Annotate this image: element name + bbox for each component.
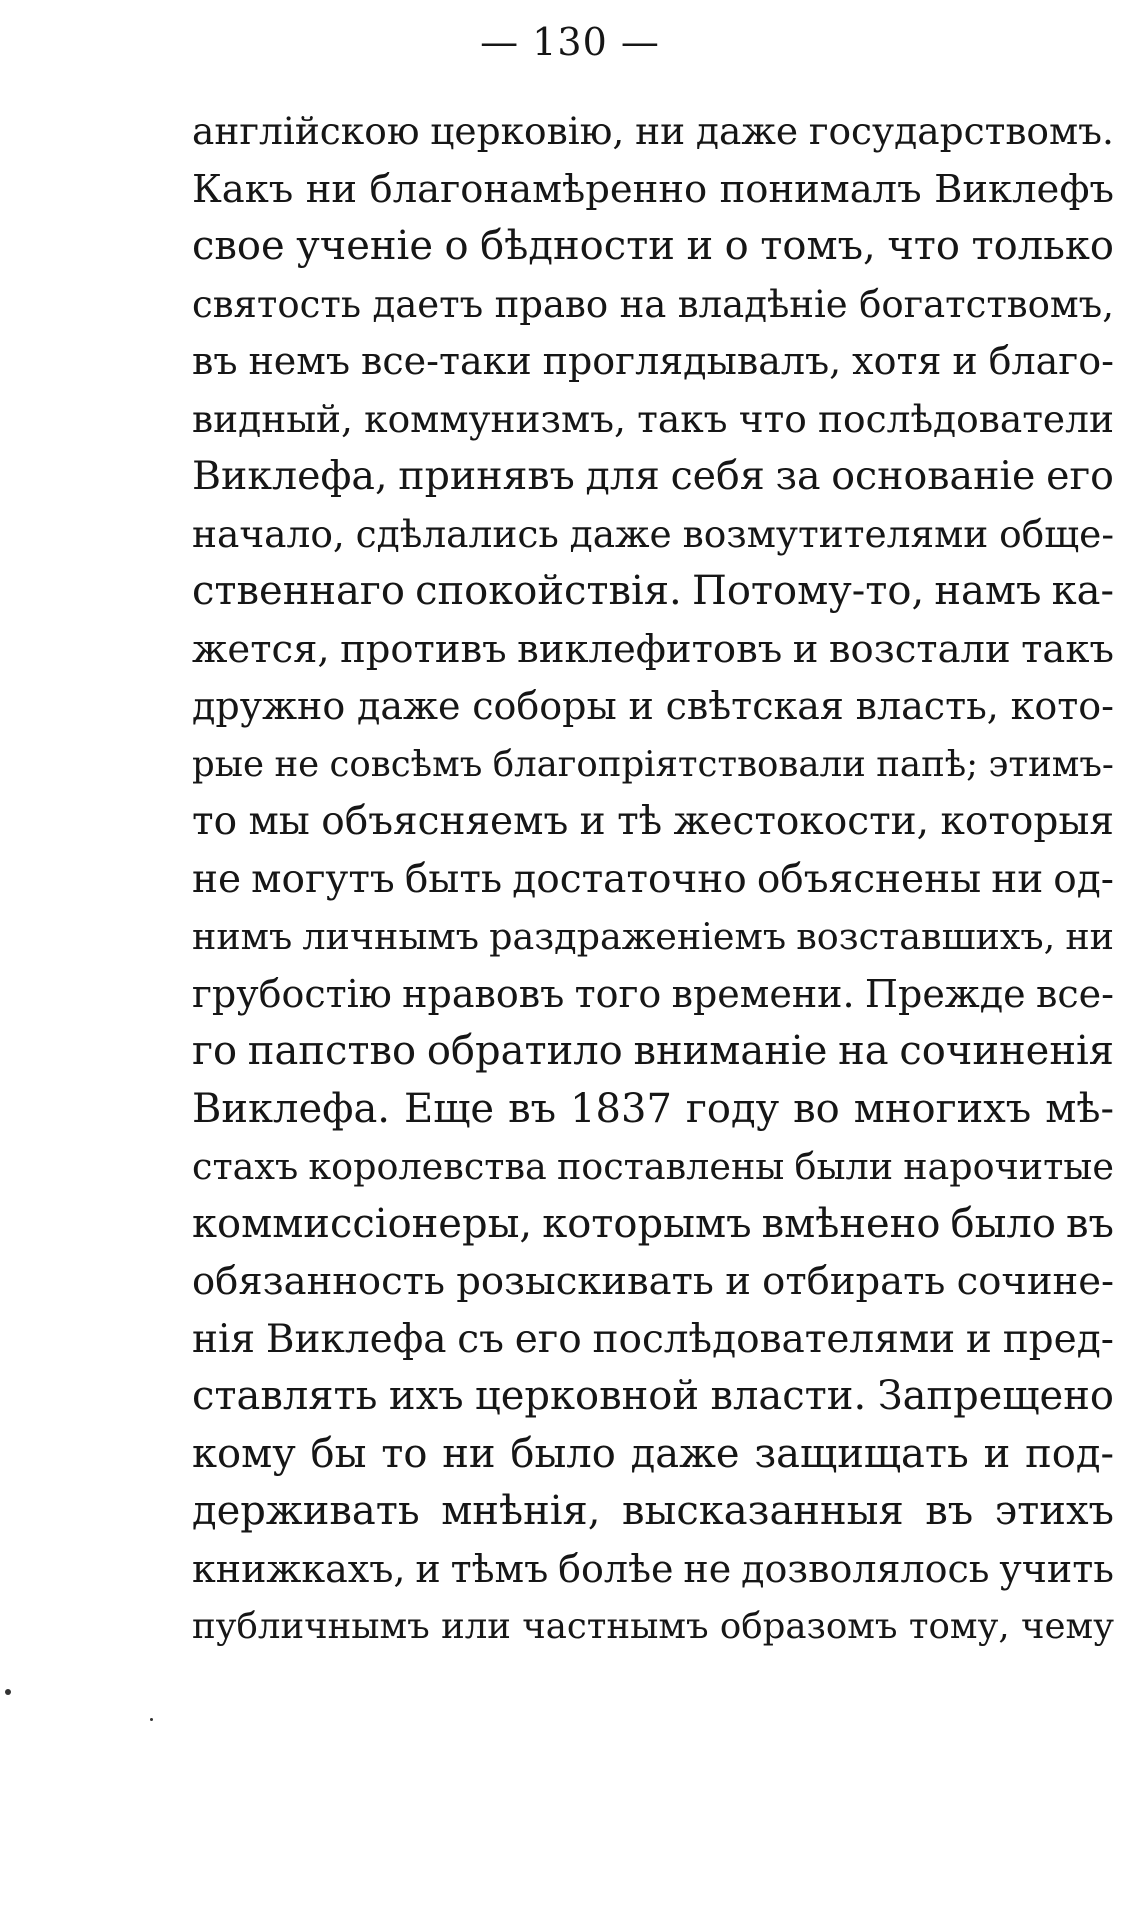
- text-line: го папство обратило вниманіе на сочиненія: [192, 1028, 1114, 1074]
- text-line: Виклефа. Еще въ 1837 году во многихъ мѣ-: [192, 1085, 1114, 1132]
- print-speck: [5, 1689, 11, 1695]
- text-line: ственнаго спокойствія. Потому-то, намъ ка-: [192, 568, 1114, 614]
- text-line: нія Виклефа съ его послѣдователями и пред-: [192, 1316, 1114, 1362]
- text-line: Виклефа, принявъ для себя за основаніе его: [192, 453, 1114, 499]
- text-line: нимъ личнымъ раздраженіемъ возставшихъ, ни: [192, 915, 1114, 958]
- text-line: грубостію нравовъ того времени. Прежде все-: [192, 971, 1114, 1016]
- text-line: въ немъ все-таки проглядывалъ, хотя и благо-: [192, 339, 1114, 383]
- text-line: начало, сдѣлались даже возмутителями обще-: [192, 511, 1114, 556]
- text-line: рые не совсѣмъ благопріятствовали папѣ; этимъ-: [192, 743, 1114, 785]
- text-line: публичнымъ или частнымъ образомъ тому, чему: [192, 1606, 1114, 1647]
- text-line: не могутъ быть достаточно объяснены ни од-: [192, 856, 1114, 902]
- text-line: то мы объясняемъ и тѣ жестокости, которыя: [192, 799, 1114, 844]
- text-line: кому бы то ни было даже защищать и под-: [192, 1430, 1114, 1477]
- text-line: дружно даже соборы и свѣтская власть, кото-: [192, 684, 1114, 728]
- text-line: видный, коммунизмъ, такъ что послѣдователи: [192, 396, 1114, 441]
- text-line: стахъ королевства поставлены были нарочитые: [192, 1145, 1114, 1188]
- text-line: Какъ ни благонамѣренно понималъ Виклефъ: [192, 166, 1114, 212]
- text-line: жется, противъ виклефитовъ и возстали такъ: [192, 626, 1114, 672]
- text-line: англійскою церковію, ни даже государствомъ.: [192, 109, 1114, 153]
- text-line: свое ученіе о бѣдности и о томъ, что только: [192, 223, 1114, 269]
- text-line: ставлять ихъ церковной власти. Запрещено: [192, 1373, 1114, 1419]
- print-speck: [150, 1718, 153, 1721]
- text-line: святость даетъ право на владѣніе богатствомъ,: [192, 282, 1114, 326]
- text-line: книжкахъ, и тѣмъ болѣе не дозволялось учить: [192, 1546, 1114, 1591]
- text-line: обязанность розыскивать и отбирать сочине-: [192, 1259, 1114, 1304]
- text-line: держивать мнѣнія, высказанныя въ этихъ: [192, 1488, 1114, 1534]
- body-text: [192, 103, 1114, 1656]
- text-line: коммиссіонеры, которымъ вмѣнено было въ: [192, 1200, 1114, 1247]
- page-number: — 130 —: [480, 20, 660, 64]
